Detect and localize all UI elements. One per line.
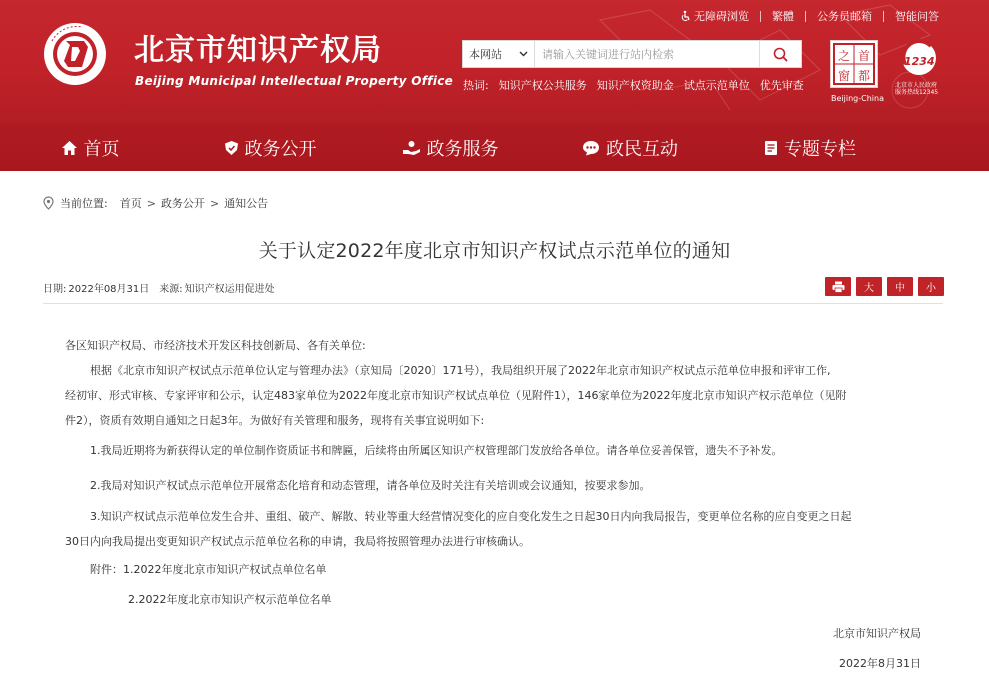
- breadcrumb-label: 当前位置:: [60, 197, 108, 210]
- nav-item-government-affairs[interactable]: [180, 124, 360, 171]
- font-large-button[interactable]: 大: [856, 277, 882, 296]
- signature-date: 2022年8月31日: [839, 657, 921, 670]
- breadcrumb-link-government-affairs[interactable]: 政务公开: [160, 197, 205, 210]
- breadcrumb: [43, 195, 268, 211]
- nav-item-label: 专题专栏: [784, 138, 856, 160]
- nav-item-label: 政务服务: [426, 138, 499, 160]
- breadcrumb-separator: >: [209, 196, 220, 210]
- paragraph-line: 30日内向我局提出变更知识产权试点示范单位名称的申请，我局将按照管理办法进行审核确认。: [65, 535, 530, 548]
- date-label: 日期:: [43, 284, 67, 295]
- nav-item-label: 政务公开: [244, 138, 317, 160]
- shield-icon: [224, 140, 239, 156]
- font-size-controls: [825, 277, 944, 296]
- capital-char: 窗: [838, 69, 851, 83]
- nav-item-government-services[interactable]: [360, 124, 540, 171]
- staff-mail-link[interactable]: 公务员邮箱: [817, 10, 872, 23]
- printer-icon: [832, 281, 845, 293]
- meta-divider: [43, 303, 943, 304]
- accessibility-link[interactable]: [679, 8, 749, 24]
- paragraph-line: 3.知识产权试点示范单位发生合并、重组、破产、解散、转业等重大经营情况变化的应自变化发生之日起30日内向我局报告，变更单位名称的应自变更之日起: [90, 510, 852, 523]
- nav-item-label: 首页: [83, 138, 120, 160]
- chevron-down-icon: [519, 51, 528, 57]
- capital-char: 首: [858, 49, 871, 63]
- paragraph-line: 经初审、形式审核、专家评审和公示，认定483家单位为2022年度北京市知识产权试点单位（见附件1），146家单位为2022年度北京市知识产权示范单位（见附: [65, 389, 847, 402]
- capital-window-logo[interactable]: [830, 40, 884, 103]
- attachment-1[interactable]: 附件：1.2022年度北京市知识产权试点单位名单: [90, 563, 327, 576]
- nav-item-label: 政民互动: [606, 138, 678, 160]
- article-meta: [43, 280, 275, 295]
- breadcrumb-separator: >: [146, 196, 156, 210]
- location-pin-icon: [43, 196, 54, 210]
- search-icon: [773, 47, 788, 62]
- top-links: [679, 8, 939, 24]
- hot-words: [463, 77, 804, 93]
- article-source: 知识产权运用促进处: [184, 284, 275, 295]
- search-bar: [462, 40, 802, 68]
- hotline-caption-line: 北京市人民政府: [895, 82, 938, 89]
- search-input[interactable]: [535, 41, 759, 67]
- document-icon: [764, 140, 778, 156]
- capital-char: 之: [838, 49, 851, 63]
- accessibility-label: 无障碍浏览: [694, 10, 749, 23]
- search-scope-select[interactable]: [463, 41, 535, 67]
- nav-item-public-interaction[interactable]: [540, 124, 720, 171]
- article-date: 2022年08月31日: [68, 284, 150, 295]
- site-header: [0, 0, 989, 124]
- search-button[interactable]: [759, 41, 801, 67]
- service-hand-icon: [402, 140, 421, 156]
- print-button[interactable]: [825, 277, 851, 296]
- paragraph-line: 件2），资质有效期自通知之日起3年。为做好有关管理和服务，现将有关事宜说明如下:: [65, 414, 485, 427]
- salutation: 各区知识产权局、市经济技术开发区科技创新局、各有关单位:: [65, 339, 366, 352]
- traditional-chinese-link[interactable]: 繁體: [772, 10, 794, 23]
- main-nav: [0, 124, 989, 171]
- article-title: 关于认定2022年度北京市知识产权试点示范单位的通知: [258, 240, 731, 262]
- site-name-cn[interactable]: 北京市知识产权局: [134, 33, 382, 68]
- hot-word-link[interactable]: 优先审查: [759, 79, 804, 92]
- accessibility-icon: [679, 10, 691, 22]
- smart-qa-link[interactable]: 智能问答: [895, 10, 939, 23]
- hot-word-link[interactable]: 知识产权公共服务: [498, 79, 587, 92]
- item-1: 1.我局近期将为新获得认定的单位制作资质证书和牌匾，后续将由所属区知识产权管理部门发放给各单位。请各单位妥善保管，遗失不予补发。: [90, 444, 783, 457]
- office-emblem-logo[interactable]: [42, 21, 108, 87]
- signature: 北京市知识产权局: [833, 627, 921, 640]
- hotline-caption-line: 服务热线12345: [895, 89, 939, 96]
- font-medium-button[interactable]: 中: [887, 277, 913, 296]
- capital-caption: Beijing-China: [831, 94, 884, 103]
- font-small-button[interactable]: 小: [918, 277, 944, 296]
- hotline-caption: [895, 82, 955, 96]
- divider: [805, 11, 806, 22]
- hotline-mark: [895, 38, 947, 82]
- divider: [883, 11, 884, 22]
- nav-item-home[interactable]: [0, 124, 180, 171]
- hot-word-link[interactable]: 知识产权资助金: [596, 79, 674, 92]
- search-scope-value: 本网站: [469, 48, 502, 61]
- hotline-number: 12345: [904, 55, 943, 68]
- capital-char: 都: [858, 69, 871, 83]
- chat-bubble-icon: [582, 140, 600, 156]
- paragraph: [65, 358, 921, 433]
- site-name-en: Beijing Municipal Intellectual Property Office: [135, 74, 454, 88]
- hotline-12345-logo[interactable]: [895, 38, 947, 94]
- divider: [760, 11, 761, 22]
- item-2: 2.我局对知识产权试点示范单位开展常态化培育和动态管理，请各单位及时关注有关培训或会议通知，按要求参加。: [90, 479, 651, 492]
- home-icon: [61, 140, 78, 156]
- breadcrumb-link-home[interactable]: 首页: [119, 197, 142, 210]
- paragraph-line: 根据《北京市知识产权试点示范单位认定与管理办法》（京知局〔2020〕171号），我局组织开展了2022年北京市知识产权试点示范单位申报和评审工作,: [90, 364, 831, 377]
- nav-item-special-topics[interactable]: [720, 124, 900, 171]
- attachment-2[interactable]: 2.2022年度北京市知识产权示范单位名单: [128, 593, 332, 606]
- source-label: 来源:: [159, 284, 183, 295]
- capital-window-mark: [831, 41, 877, 87]
- hot-word-link[interactable]: 试点示范单位: [683, 79, 750, 92]
- hot-words-label: 热词:: [463, 79, 489, 92]
- item-3: [65, 504, 921, 554]
- breadcrumb-link-notices[interactable]: 通知公告: [224, 197, 269, 210]
